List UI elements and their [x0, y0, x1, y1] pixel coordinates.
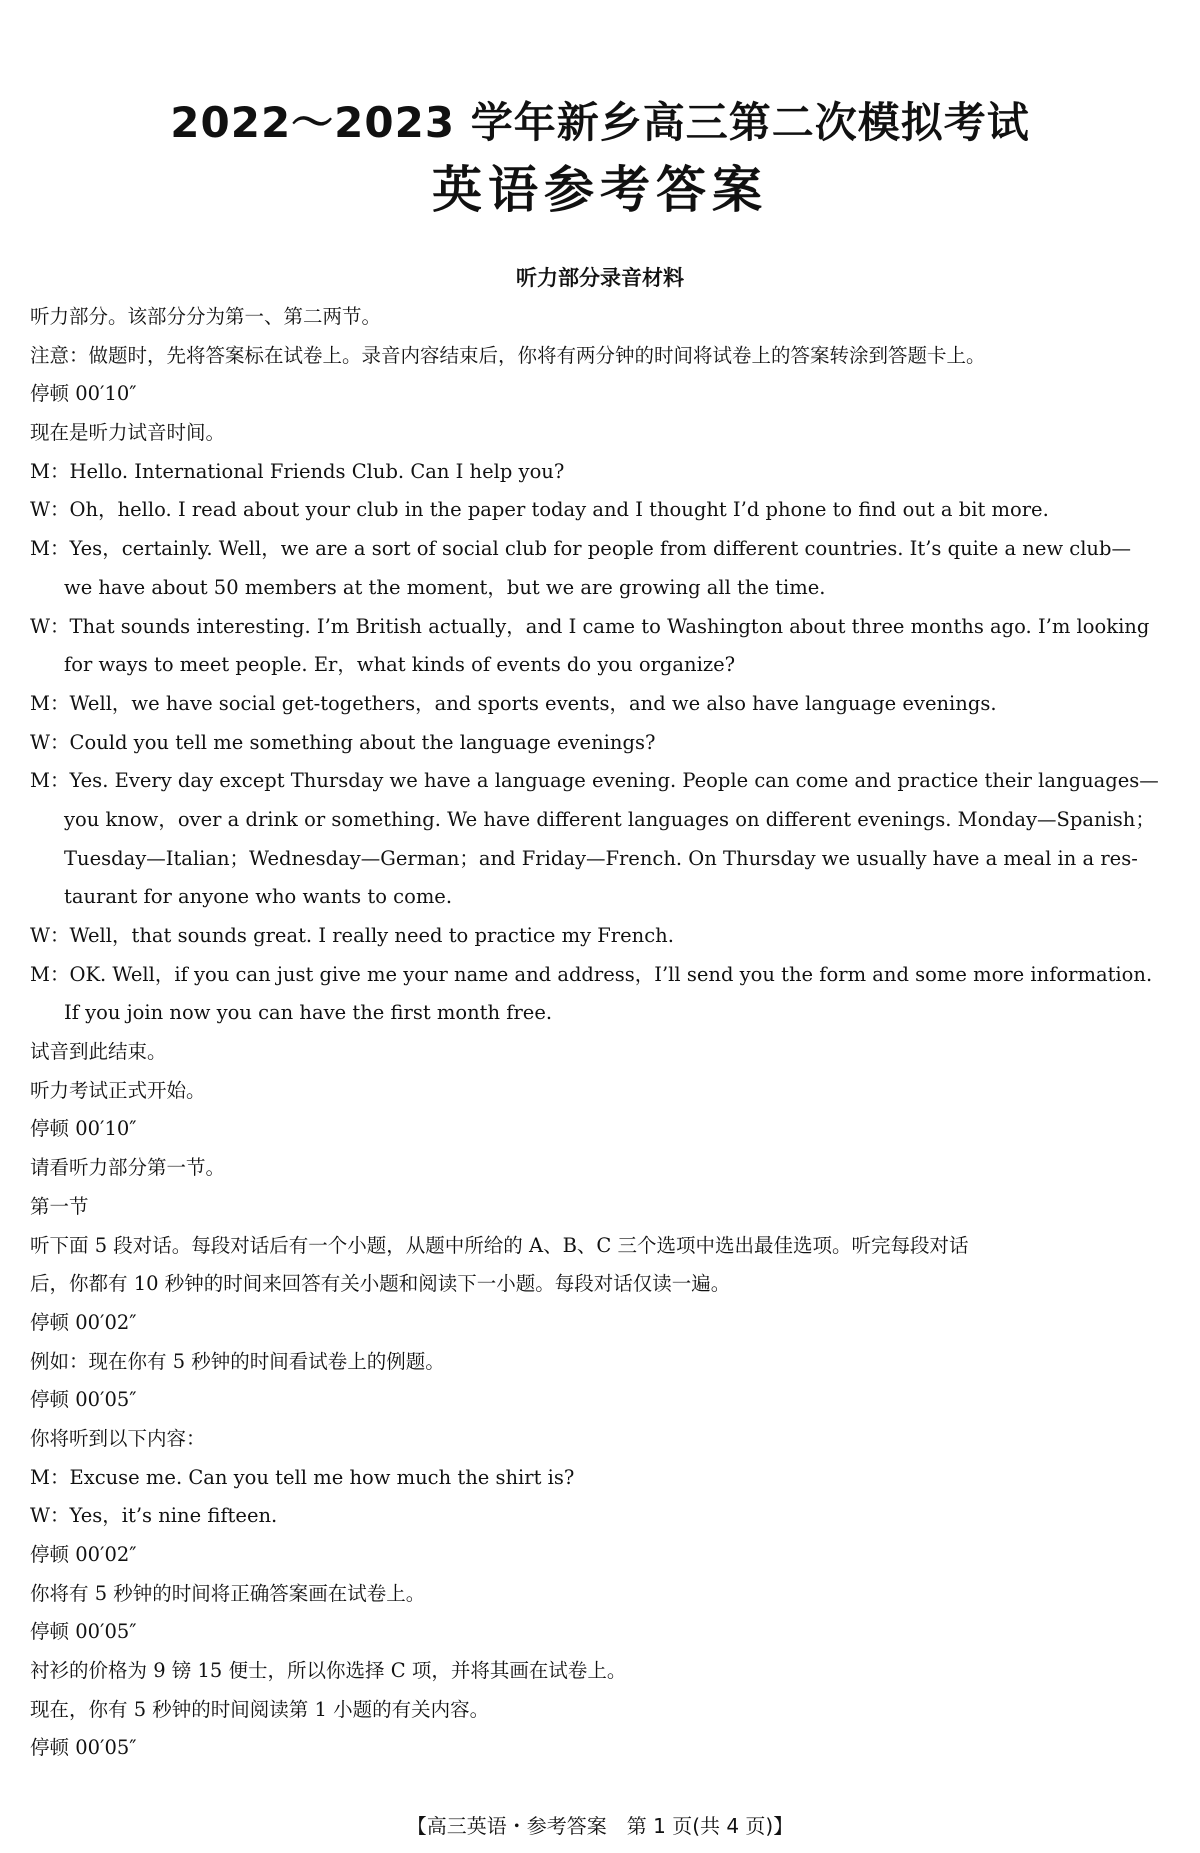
- text-line: M：Well，we have social get-togethers，and sports events，and we also have language evenings.: [30, 691, 997, 715]
- text-line: 后，你都有 10 秒钟的时间来回答有关小题和阅读下一小题。每段对话仅读一遍。: [30, 1272, 731, 1296]
- text-line: we have about 50 members at the moment，but we are growing all the time.: [64, 575, 826, 599]
- text-line: 停顿 00′02″: [30, 1543, 137, 1566]
- text-line: 第一节: [30, 1194, 89, 1218]
- text-line: 听力部分。该部分分为第一、第二两节。: [30, 305, 382, 328]
- text-line: M：Hello. International Friends Club. Can I help you?: [30, 459, 565, 483]
- text-line: 试音到此结束。: [30, 1040, 167, 1064]
- exam-title: 2022～2023 学年新乡高三第二次模拟考试: [170, 98, 1030, 147]
- text-line: W：Oh，hello. I read about your club in the paper today and I thought I’d phone to find out a bit more.: [30, 498, 1049, 522]
- text-line: W：Yes，it’s nine fifteen.: [30, 1504, 278, 1528]
- text-line: W：Well，that sounds great. I really need to practice my French.: [30, 924, 674, 947]
- transcript-body: [30, 298, 1170, 1768]
- text-line: Tuesday—Italian；Wednesday—German；and Friday—French. On Thursday we usually have a meal in a res-: [64, 846, 1138, 870]
- text-line: 你将听到以下内容：: [30, 1426, 206, 1450]
- text-line: W：Could you tell me something about the language evenings?: [30, 730, 656, 754]
- text-line: 停顿 00′05″: [30, 1620, 137, 1644]
- text-line: 衬衫的价格为 9 镑 15 便士，所以你选择 C 项，并将其画在试卷上。: [30, 1659, 627, 1683]
- section-heading: 听力部分录音材料: [516, 266, 684, 290]
- text-line: 现在，你有 5 秒钟的时间阅读第 1 小题的有关内容。: [30, 1697, 490, 1721]
- text-line: for ways to meet people. Er，what kinds of events do you organize?: [64, 653, 736, 677]
- text-line: M：OK. Well，if you can just give me your name and address，I’ll send you the form and some more information.: [30, 962, 1153, 986]
- text-line: 注意：做题时，先将答案标在试卷上。录音内容结束后，你将有两分钟的时间将试卷上的答案转涂到答题卡上。: [30, 343, 986, 367]
- text-line: 听下面 5 段对话。每段对话后有一个小题，从题中所给的 A、B、C 三个选项中选出最佳选项。听完每段对话: [30, 1233, 969, 1257]
- text-line: 停顿 00′05″: [30, 1736, 137, 1760]
- text-line: taurant for anyone who wants to come.: [64, 885, 453, 909]
- page-footer: 【高三英语・参考答案 第 1 页(共 4 页)】: [406, 1814, 794, 1838]
- text-line: 听力考试正式开始。: [30, 1078, 206, 1102]
- text-line: W：That sounds interesting. I’m British actually，and I came to Washington about three months ago. I’m looking: [30, 614, 1150, 638]
- text-line: you know，over a drink or something. We have different languages on different evenings. Monday—Spanish；: [64, 807, 1155, 831]
- text-line: 现在是听力试音时间。: [30, 421, 226, 445]
- answer-key-title: 英语参考答案: [432, 161, 768, 219]
- text-line: 停顿 00′10″: [30, 1117, 137, 1141]
- text-line: M：Yes. Every day except Thursday we have a language evening. People can come and practice their languages—: [30, 769, 1159, 793]
- text-line: M：Excuse me. Can you tell me how much the shirt is?: [30, 1465, 575, 1489]
- text-line: 停顿 00′02″: [30, 1310, 137, 1334]
- text-line: 停顿 00′10″: [30, 382, 137, 406]
- text-line: 停顿 00′05″: [30, 1388, 137, 1412]
- text-line: M：Yes，certainly. Well，we are a sort of social club for people from different countries. It’s quite a new club—: [30, 537, 1131, 561]
- text-line: 例如：现在你有 5 秒钟的时间看试卷上的例题。: [30, 1349, 445, 1373]
- text-line: If you join now you can have the first month free.: [64, 1001, 553, 1025]
- text-line: 你将有 5 秒钟的时间将正确答案画在试卷上。: [30, 1581, 426, 1605]
- text-line: 请看听力部分第一节。: [30, 1156, 226, 1180]
